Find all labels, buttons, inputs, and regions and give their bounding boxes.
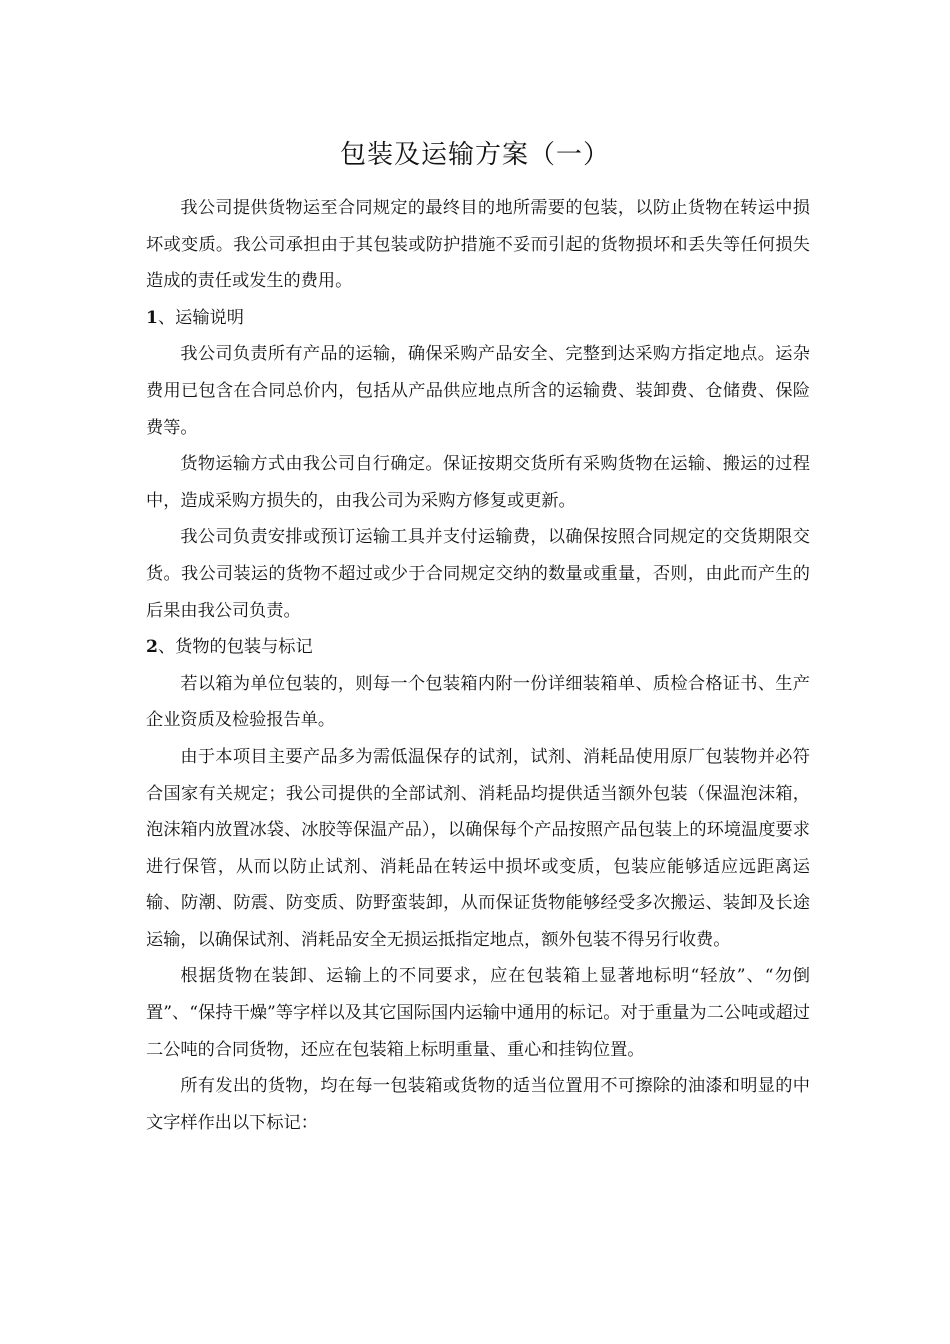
section-2-paragraph-3: 根据货物在装卸、运输上的不同要求，应在包装箱上显著地标明“轻放”、“勿倒置”、“保持干燥”等字样以及其它国际国内运输中通用的标记。对于重量为二公吨或超过二公吨的合同货物，还应在包装箱上标明重量、重心和挂钩位置。 — [146, 966, 810, 1060]
section-1-paragraph-2: 货物运输方式由我公司自行确定。保证按期交货所有采购货物在运输、搬运的过程中，造成采购方损失的，由我公司为采购方修复或更新。 — [146, 454, 810, 511]
section-2-title: 、货物的包装与标记 — [157, 637, 313, 658]
section-2-paragraph-4: 所有发出的货物，均在每一包装箱或货物的适当位置用不可擦除的油漆和明显的中文字样作出以下标记： — [146, 1076, 810, 1133]
section-2-paragraph-1: 若以箱为单位包装的，则每一个包装箱内附一份详细装箱单、质检合格证书、生产企业资质及检验报告单。 — [146, 673, 810, 731]
section-1-paragraph-3: 我公司负责安排或预订运输工具并支付运输费，以确保按照合同规定的交货期限交货。我公司装运的货物不超过或少于合同规定交纳的数量或重量，否则，由此而产生的后果由我公司负责。 — [146, 527, 810, 621]
section-1-paragraph-1: 我公司负责所有产品的运输，确保采购产品安全、完整到达采购方指定地点。运杂费用已包含在合同总价内，包括从产品供应地点所含的运输费、装卸费、仓储费、保险费等。 — [146, 344, 810, 438]
section-2-number: 2 — [146, 637, 158, 658]
section-1-number: 1 — [146, 307, 158, 328]
document-title: 包装及运输方案（一） — [339, 140, 610, 170]
section-2-paragraph-2: 由于本项目主要产品多为需低温保存的试剂，试剂、消耗品使用原厂包装物并必符合国家有关规定；我公司提供的全部试剂、消耗品均提供适当额外包装（保温泡沫箱，泡沫箱内放置冰袋、冰胶等保温产品），以确保每个产品按照产品包装上的环境温度要求进行保管，从而以防止试剂、消耗品在转运中损坏或变质，包装应能够适应远距离运输、防潮、防震、防变质、防野蛮装卸，从而保证货物能够经受多次搬运、装卸及长途运输，以确保试剂、消耗品安全无损运抵指定地点，额外包装不得另行收费。 — [146, 746, 810, 950]
section-2-heading — [146, 629, 810, 666]
section-1-title: 、运输说明 — [157, 307, 244, 328]
section-1-heading — [146, 300, 810, 337]
document-body — [146, 190, 810, 1141]
intro-paragraph: 我公司提供货物运至合同规定的最终目的地所需要的包装，以防止货物在转运中损坏或变质。我公司承担由于其包装或防护措施不妥而引起的货物损坏和丢失等任何损失造成的责任或发生的费用。 — [146, 198, 810, 292]
